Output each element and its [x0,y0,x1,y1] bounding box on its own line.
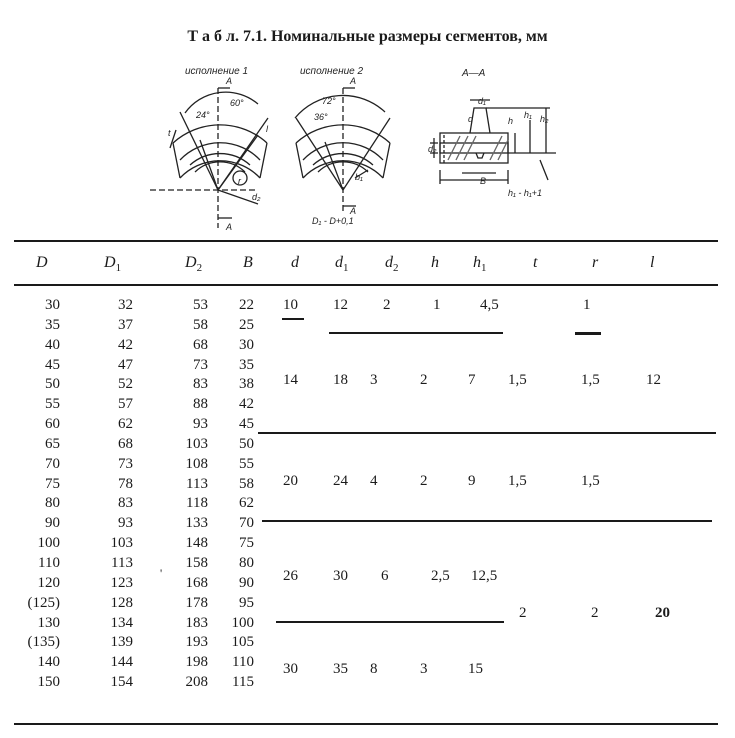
b-label: B [480,176,487,186]
header-d1: $d_1$ [335,254,349,275]
cell-D-18: 140 [37,654,60,671]
g2-d1: 18 [333,372,348,388]
cell-B-13: 80 [239,554,254,571]
cell-D2-9: 113 [186,475,208,492]
g4-h: 2,5 [431,568,450,584]
cell-D-10: 80 [45,495,60,512]
cell-B-8: 55 [239,455,254,472]
column-B [222,296,254,693]
variant-2-label: исполнение 2 [300,66,364,77]
header-l: l [650,254,655,271]
stray-mark: ' [160,566,163,580]
cell-D-1: 35 [45,316,60,333]
section-label: А—А [462,68,486,79]
header-D: D [36,254,48,271]
cell-D1-9: 78 [118,475,133,492]
cell-B-2: 30 [239,336,254,353]
g5-d2: 8 [370,661,378,677]
b1-label: b₁ [355,172,363,182]
header-rule [14,284,718,286]
g1-r-rule [575,332,601,335]
cell-D2-0: 53 [193,297,208,313]
g3-h1: 9 [468,473,476,489]
angle-36-label: 36° [314,112,328,122]
g1-h1: 4,5 [480,297,499,313]
g5-h1: 15 [468,661,483,677]
cell-D1-6: 62 [118,416,133,433]
g5-h: 3 [420,661,428,677]
g2-d: 14 [283,372,298,388]
cell-B-10: 62 [239,495,254,512]
cut-label-a-bottom-1: А [226,222,233,232]
variant-1-drawing [150,88,268,228]
cell-D1-16: 134 [110,614,133,631]
cell-D-17: (135) [27,634,60,651]
cell-D-16: 130 [37,614,60,631]
cell-D2-13: 158 [185,554,208,571]
cell-D-9: 75 [45,475,60,492]
cell-D2-10: 118 [186,495,208,512]
segment-drawings [0,0,735,240]
g2-h: 2 [420,372,428,388]
g3-d1: 24 [333,473,348,489]
section-drawing [430,100,556,184]
g4-d: 26 [283,568,298,584]
cell-B-9: 58 [239,475,254,492]
cell-D1-13: 113 [111,554,133,571]
g5-d: 30 [283,661,298,677]
angle-60-label: 60° [230,98,244,108]
cell-D2-16: 183 [185,614,208,631]
cell-D2-19: 208 [185,674,208,691]
cell-D2-3: 73 [193,356,208,373]
cell-B-4: 38 [239,376,254,393]
d2-label: d₂ [252,192,261,202]
g3-d2: 4 [370,473,378,489]
cell-B-7: 50 [239,435,254,452]
g1-d-underline [282,318,304,320]
variant-2-drawing [295,88,390,212]
l-label: l [266,124,268,134]
cell-D1-12: 103 [110,535,133,552]
g2-r: 1,5 [581,372,600,388]
g3-d: 20 [283,473,298,489]
cell-B-1: 25 [239,316,254,333]
g4-h1: 12,5 [471,568,498,584]
cell-D1-11: 93 [118,515,133,532]
cell-D1-8: 73 [118,455,133,472]
cell-B-16: 100 [231,614,254,631]
cell-D2-8: 108 [185,455,208,472]
h-label: h [508,116,514,126]
cell-B-5: 42 [239,396,254,413]
cell-D1-0: 32 [118,297,133,313]
cell-B-18: 110 [232,654,254,671]
g3-h: 2 [420,473,428,489]
g2-t: 1,5 [508,372,527,388]
header-D1: $D_1$ [104,254,122,275]
h1-label: h₁ [524,110,532,120]
variant-1-label: исполнение 1 [185,66,249,77]
cell-D2-14: 168 [185,574,208,591]
cell-D-8: 70 [45,455,60,472]
cell-B-19: 115 [232,674,254,691]
cell-D1-14: 123 [110,574,133,591]
header-B: B [243,254,253,271]
shared-r: 2 [591,605,599,621]
cell-D-5: 55 [45,396,60,413]
cell-B-17: 105 [231,634,254,651]
g1-d2: 2 [383,297,391,313]
cell-D2-12: 148 [185,535,208,552]
g1-rule [329,332,503,334]
g1-h: 1 [433,297,441,313]
cell-B-15: 95 [239,594,254,611]
column-D2 [172,296,208,693]
g4-d1: 30 [333,568,348,584]
cell-B-11: 70 [239,515,254,532]
cell-D2-5: 88 [193,396,208,413]
table-bottom-rule [14,723,718,725]
cell-D-7: 65 [45,435,60,452]
g3-r: 1,5 [581,473,600,489]
cell-D2-2: 68 [193,336,208,353]
cell-D1-19: 154 [110,674,133,691]
cut-label-a-bottom-2: А [350,206,357,216]
table-title: Т а б л. 7.1. Номинальные размеры сегментов, мм [187,28,548,45]
cell-B-14: 90 [239,574,254,591]
cell-B-0: 22 [239,297,254,313]
cell-D-3: 45 [45,356,60,373]
header-h: h [431,254,439,271]
cell-D2-6: 93 [193,416,208,433]
angle-72-label: 72° [322,96,336,106]
d1-label: d₁ [478,96,486,106]
g1-d: 10 [283,297,298,313]
cell-D-19: 150 [37,674,60,691]
cell-B-6: 45 [239,416,254,433]
shared-t: 2 [519,605,527,621]
g2-d2: 3 [370,372,378,388]
cell-D2-17: 193 [185,634,208,651]
cell-D1-15: 128 [110,594,133,611]
shared-l: 20 [655,605,670,621]
cell-D1-1: 37 [118,316,133,333]
header-d: d [291,254,299,271]
cell-D2-15: 178 [185,594,208,611]
g4-d2: 6 [381,568,389,584]
r-label: r [238,176,241,186]
cell-D1-4: 52 [118,376,133,393]
g2-rule [258,432,716,434]
cut-label-a-top-2: А [350,76,357,86]
cell-D2-18: 198 [185,654,208,671]
g1-r: 1 [583,297,591,313]
cell-D1-2: 42 [118,336,133,353]
cell-D2-4: 83 [193,376,208,393]
cell-D-4: 50 [45,376,60,393]
cell-D1-18: 144 [110,654,133,671]
cell-B-3: 35 [239,356,254,373]
g5-d1: 35 [333,661,348,677]
cell-D1-17: 139 [110,634,133,651]
g3-rule [262,520,712,522]
cut-label-a-top-1: А [226,76,233,86]
cell-D1-5: 57 [118,396,133,413]
g4-rule [276,621,504,623]
cell-D2-1: 58 [193,316,208,333]
cell-D2-11: 133 [185,515,208,532]
column-D [18,296,60,693]
h2-label: h₂ [540,114,549,124]
angle-24-label: 24° [196,110,210,120]
t-label: t [168,128,171,138]
cell-D-13: 110 [38,554,60,571]
cell-B-12: 75 [239,535,254,552]
cell-D-0: 30 [45,297,60,313]
cell-D-15: (125) [27,594,60,611]
cell-D1-7: 68 [118,435,133,452]
header-h1: $h_1$ [473,254,487,275]
cell-D-11: 90 [45,515,60,532]
cell-D1-10: 83 [118,495,133,512]
d-label: d [468,114,474,124]
cell-D-14: 120 [37,574,60,591]
table-top-rule [14,240,718,242]
g1-d1: 12 [333,297,348,313]
cell-D1-3: 47 [118,356,133,373]
formula-d-label: D₁ - D+0,1 [312,216,354,226]
header-D2: $D_2$ [185,254,203,275]
formula-h-label: h₁ - h₁+1 [508,188,542,198]
cell-D-12: 100 [37,535,60,552]
header-t: t [533,254,538,271]
header-r: r [592,254,599,271]
header-d2: $d_2$ [385,254,399,275]
cell-D-2: 40 [45,336,60,353]
g2-l: 12 [646,372,661,388]
cell-D2-7: 103 [185,435,208,452]
cell-D-6: 60 [45,416,60,433]
g2-h1: 7 [468,372,476,388]
g3-t: 1,5 [508,473,527,489]
section-d2-label: d₂ [428,144,437,154]
column-D1 [95,296,133,693]
